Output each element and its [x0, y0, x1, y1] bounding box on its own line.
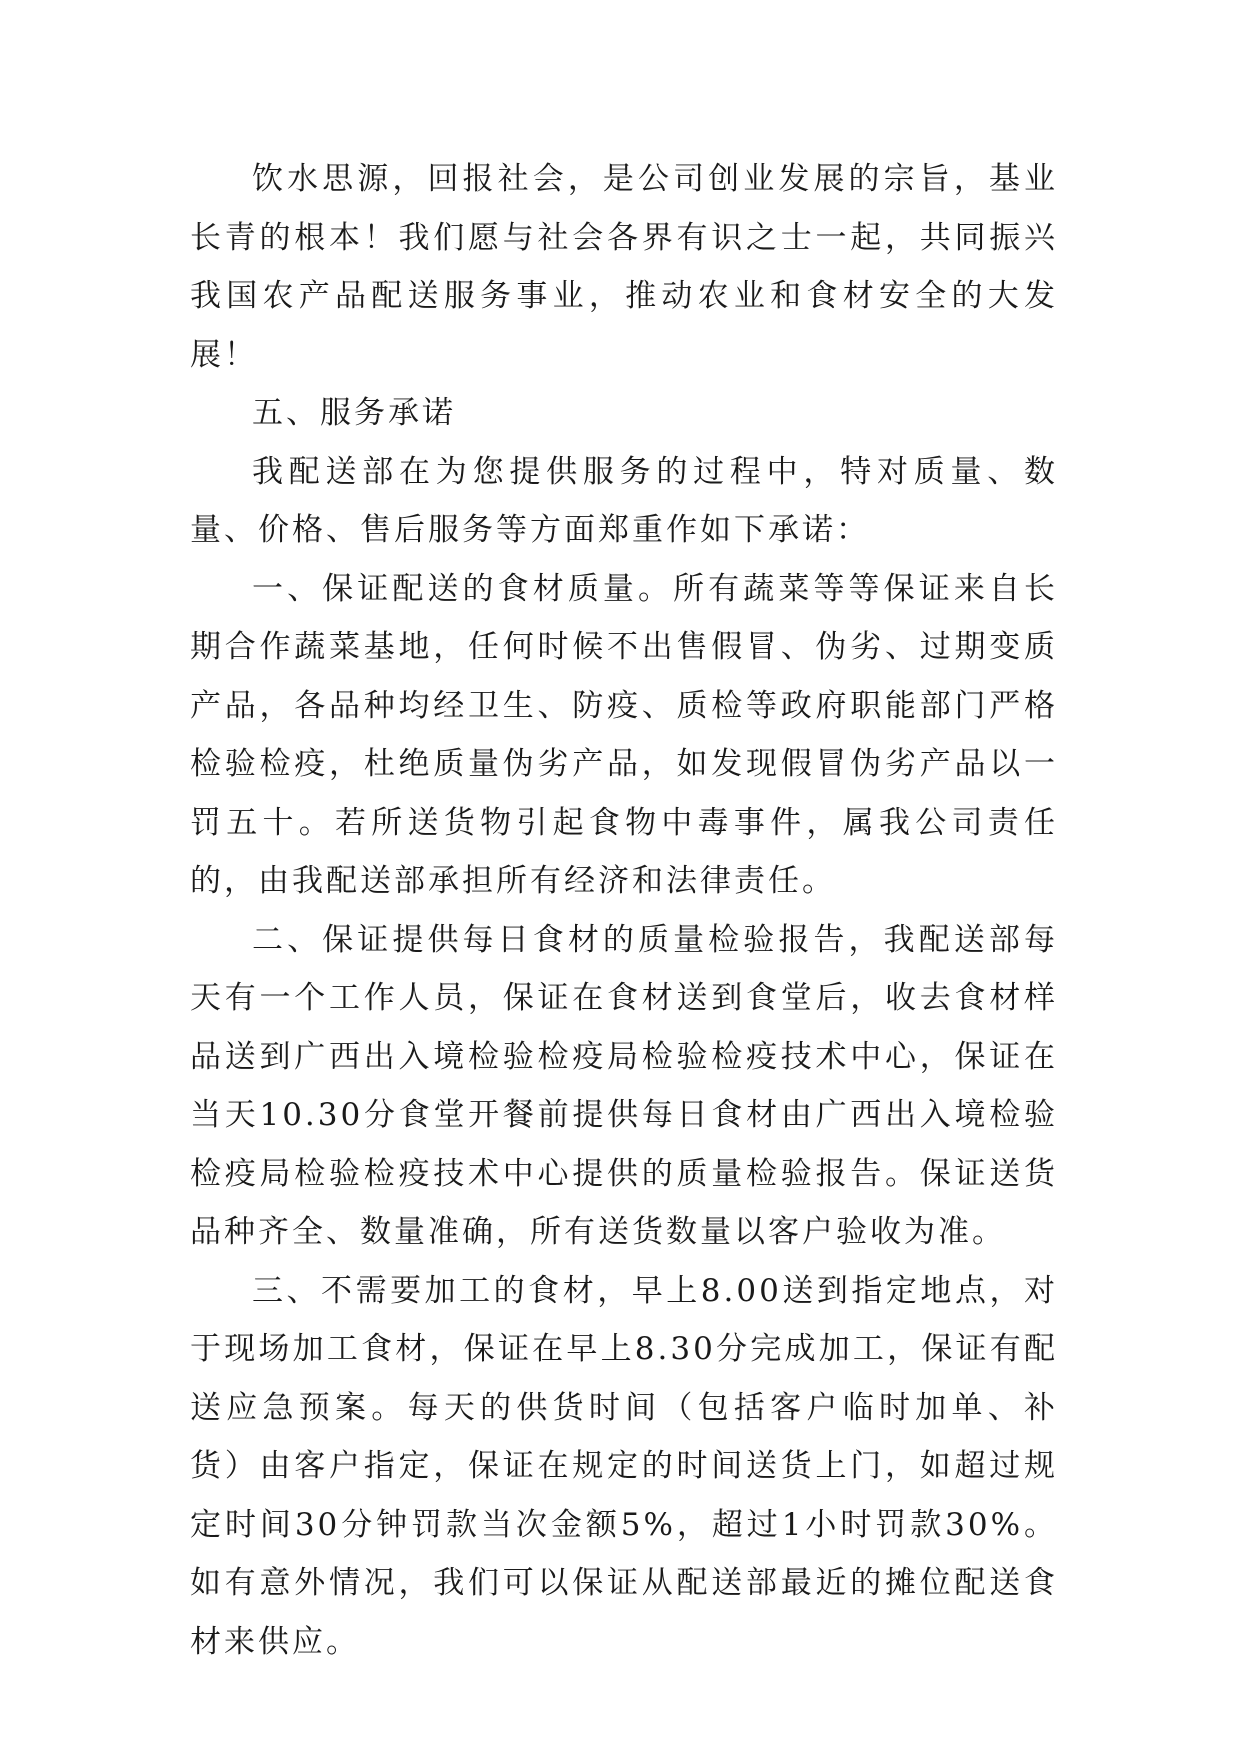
paragraph-gratitude: 饮水思源，回报社会，是公司创业发展的宗旨，基业长青的根本！我们愿与社会各界有识之士一起，共同振兴我国农产品配送服务事业，推动农业和食材安全的大发展！	[190, 161, 1058, 373]
document-body	[190, 150, 1058, 1671]
paragraph-commitment-quality: 一、保证配送的食材质量。所有蔬菜等等保证来自长期合作蔬菜基地，任何时候不出售假冒、伪劣、过期变质产品，各品种均经卫生、防疫、质检等政府职能部门严格检验检疫，杜绝质量伪劣产品，如发现假冒伪劣产品以一罚五十。若所送货物引起食物中毒事件，属我公司责任的，由我配送部承担所有经济和法律责任。	[190, 570, 1058, 899]
paragraph-commitment-inspection-report: 二、保证提供每日食材的质量检验报告，我配送部每天有一个工作人员，保证在食材送到食堂后，收去食材样品送到广西出入境检验检疫局检验检疫技术中心，保证在当天10.30分食堂开餐前提供每日食材由广西出入境检验检疫局检验检疫技术中心提供的质量检验报告。保证送货品种齐全、数量准确，所有送货数量以客户验收为准。	[190, 921, 1058, 1250]
section-heading-service-commitment: 五、服务承诺	[252, 395, 456, 431]
paragraph-commitment-delivery-time: 三、不需要加工的食材，早上8.00送到指定地点，对于现场加工食材，保证在早上8.30分完成加工，保证有配送应急预案。每天的供货时间（包括客户临时加单、补货）由客户指定，保证在规定的时间送货上门，如超过规定时间30分钟罚款当次金额5%，超过1小时罚款30%。如有意外情况，我们可以保证从配送部最近的摊位配送食材来供应。	[190, 1272, 1058, 1660]
paragraph-commitment-intro: 我配送部在为您提供服务的过程中，特对质量、数量、价格、售后服务等方面郑重作如下承诺：	[190, 453, 1058, 548]
